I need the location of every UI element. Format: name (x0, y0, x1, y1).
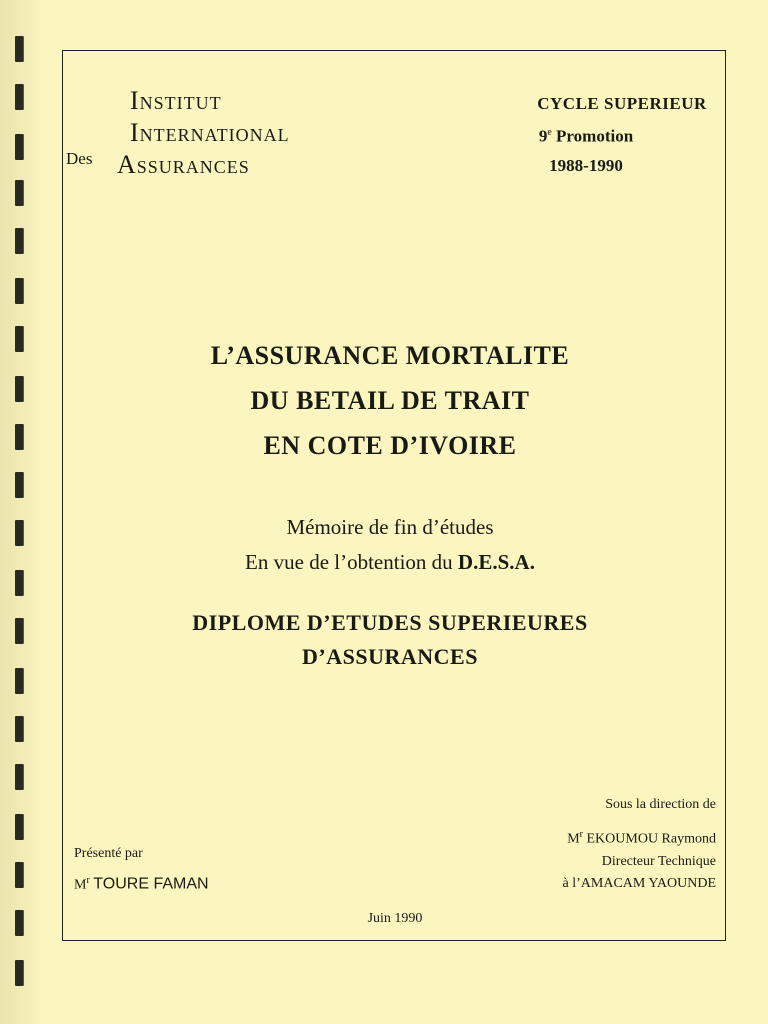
title-line-1: L’ASSURANCE MORTALITE (210, 341, 570, 370)
binding-ring (15, 376, 23, 402)
institute-name (66, 86, 290, 182)
binding-ring (15, 36, 23, 62)
supervisor-org: à l’AMACAM YAOUNDE (562, 875, 716, 891)
thesis-subtitle (90, 510, 690, 580)
institute-word: NTERNATIONAL (139, 125, 290, 145)
binding-ring (15, 424, 23, 450)
title-line-3: EN COTE D’IVOIRE (263, 431, 517, 460)
presented-by (74, 840, 209, 899)
binding-ring (15, 716, 23, 742)
institute-word: SSURANCES (136, 157, 250, 177)
institute-line-3 (117, 150, 290, 182)
submission-date: Juin 1990 (367, 911, 423, 926)
supervisor-title-sup: r (579, 829, 583, 840)
binding-ring (15, 520, 23, 546)
binding-ring (15, 134, 23, 160)
initial-letter: I (130, 118, 140, 147)
institute-prefix: Des (66, 149, 93, 168)
binding-ring (15, 764, 23, 790)
initial-letter: A (117, 150, 137, 179)
supervisor-role: Directeur Technique (601, 853, 716, 869)
promotion (456, 118, 716, 151)
supervisor-title: M (567, 831, 580, 847)
subtitle-text: En vue de l’obtention du (245, 550, 453, 574)
binding-ring (15, 960, 23, 986)
promotion-sup: e (547, 127, 552, 138)
institute-word: NSTITUT (139, 93, 222, 113)
diploma-name (90, 606, 690, 674)
binding-ring (15, 228, 23, 254)
degree-acronym: D.E.S.A. (457, 550, 535, 574)
spiral-binding (0, 0, 40, 1024)
diploma-line-2: D’ASSURANCES (302, 644, 478, 669)
binding-ring (15, 814, 23, 840)
cycle-label: CYCLE SUPERIEUR (537, 94, 707, 113)
binding-ring (15, 326, 23, 352)
institute-line-1 (130, 86, 290, 118)
cycle-years: 1988-1990 (549, 155, 623, 175)
supervisor (563, 824, 716, 851)
initial-letter: I (130, 86, 140, 115)
binding-ring (15, 618, 23, 644)
presented-label: Présenté par (74, 846, 143, 861)
binding-ring (15, 862, 23, 888)
promotion-number: 9 (538, 126, 548, 146)
author-name: TOURE FAMAN (93, 875, 209, 893)
binding-ring (15, 668, 23, 694)
subtitle-line-1: Mémoire de fin d’études (286, 515, 494, 539)
binding-ring (15, 570, 23, 596)
title-line-2: DU BETAIL DE TRAIT (250, 386, 530, 415)
supervisor-name: EKOUMOU Raymond (586, 831, 716, 847)
binding-ring (15, 910, 23, 936)
author-title-sup: r (86, 875, 90, 886)
institute-line-2 (130, 118, 290, 150)
promotion-label: Promotion (556, 126, 634, 146)
binding-ring (15, 180, 23, 206)
binding-ring (15, 472, 23, 498)
supervision (563, 794, 716, 895)
supervision-label: Sous la direction de (605, 797, 716, 812)
author (74, 867, 209, 899)
subtitle-line-2 (90, 545, 690, 580)
binding-ring (15, 84, 23, 110)
thesis-title (90, 333, 690, 468)
cycle-info (456, 89, 716, 180)
binding-ring (15, 278, 23, 304)
author-title: M (74, 877, 87, 893)
diploma-line-1: DIPLOME D’ETUDES SUPERIEURES (192, 610, 588, 635)
